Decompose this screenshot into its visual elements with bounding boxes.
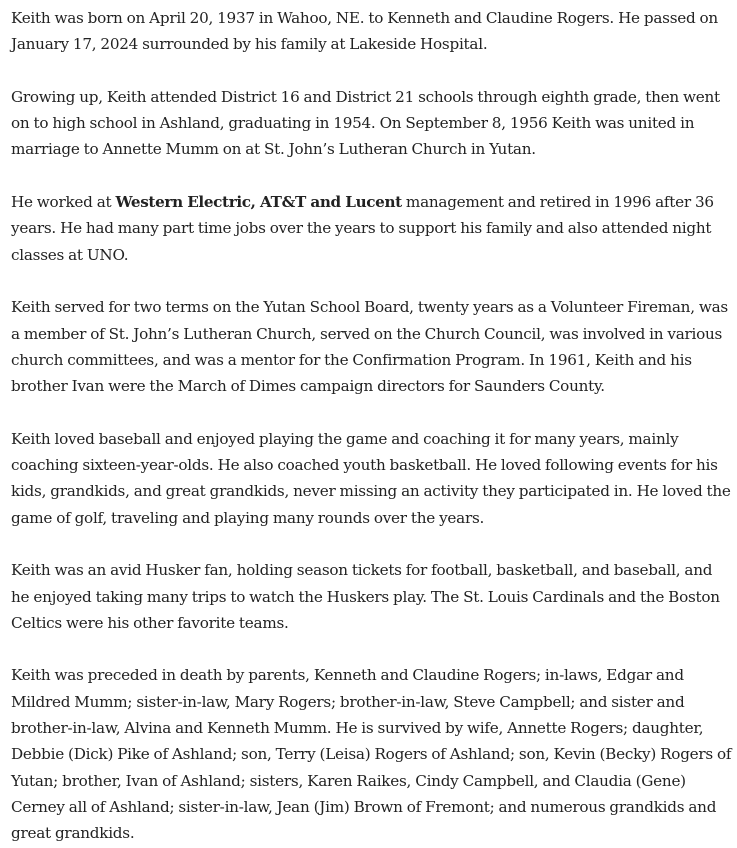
paragraph-favorite-teams: Keith was an avid Husker fan, holding season tickets for football, basketball, and baseball, and he enjoyed taking many trips to watch the Huskers play. The St. Louis Cardinals and the Boston Celtics were his other favorite teams. <box>11 561 720 632</box>
career-text-after: management and retired in 1996 after 36 years. He had many part time jobs over the years to support his family and also attended night classes at UNO. <box>11 193 714 264</box>
career-employers: Western Electric, AT&T and Lucent <box>115 193 402 212</box>
paragraph-community-service: Keith served for two terms on the Yutan School Board, twenty years as a Volunteer Fireman, was a member of St. John’s Lutheran Church, served on the Church Council, was involved in various church committees, and was a mentor for the Confirmation Program. In 1961, Keith and his brother Ivan were the March of Dimes campaign directors for Saunders County. <box>11 298 728 396</box>
paragraph-early-life: Growing up, Keith attended District 16 and District 21 schools through eighth grade, then went on to high school in Ashland, graduating in 1954. On September 8, 1956 Keith was united in marriage to Annette Mumm on at St. John’s Lutheran Church in Yutan. <box>11 87 720 159</box>
obituary-article <box>11 5 733 847</box>
paragraph-birth: Keith was born on April 20, 1937 in Wahoo, NE. to Kenneth and Claudine Rogers. He passed on January 17, 2024 surrounded by his family at Lakeside Hospital. <box>11 9 718 54</box>
career-text-before: He worked at <box>11 193 116 212</box>
paragraph-sports-coaching: Keith loved baseball and enjoyed playing the game and coaching it for many years, mainly coaching sixteen-year-olds. He also coached youth basketball. He loved following events for his kids, grandkids, and great grandkids, never missing an activity they participated in. He loved the game of golf, traveling and playing many rounds over the years. <box>11 429 731 527</box>
paragraph-family: Keith was preceded in death by parents, Kenneth and Claudine Rogers; in-laws, Edgar and Mildred Mumm; sister-in-law, Mary Rogers; brother-in-law, Steve Campbell; and sister and brother-in-law, Alvina and Kenneth Mumm. He is survived by wife, Annette Rogers; daughter, Debbie (Dick) Pike of Ashland; son, Terry (Leisa) Rogers of Ashland; son, Kevin (Becky) Rogers of Yutan; brother, Ivan of Ashland; sisters, Karen Raikes, Cindy Campbell, and Claudia (Gene) Cerney all of Ashland; sister-in-law, Jean (Jim) Brown of Fremont; and numerous grandkids and great grandkids. <box>11 666 732 843</box>
paragraph-career <box>11 189 733 268</box>
